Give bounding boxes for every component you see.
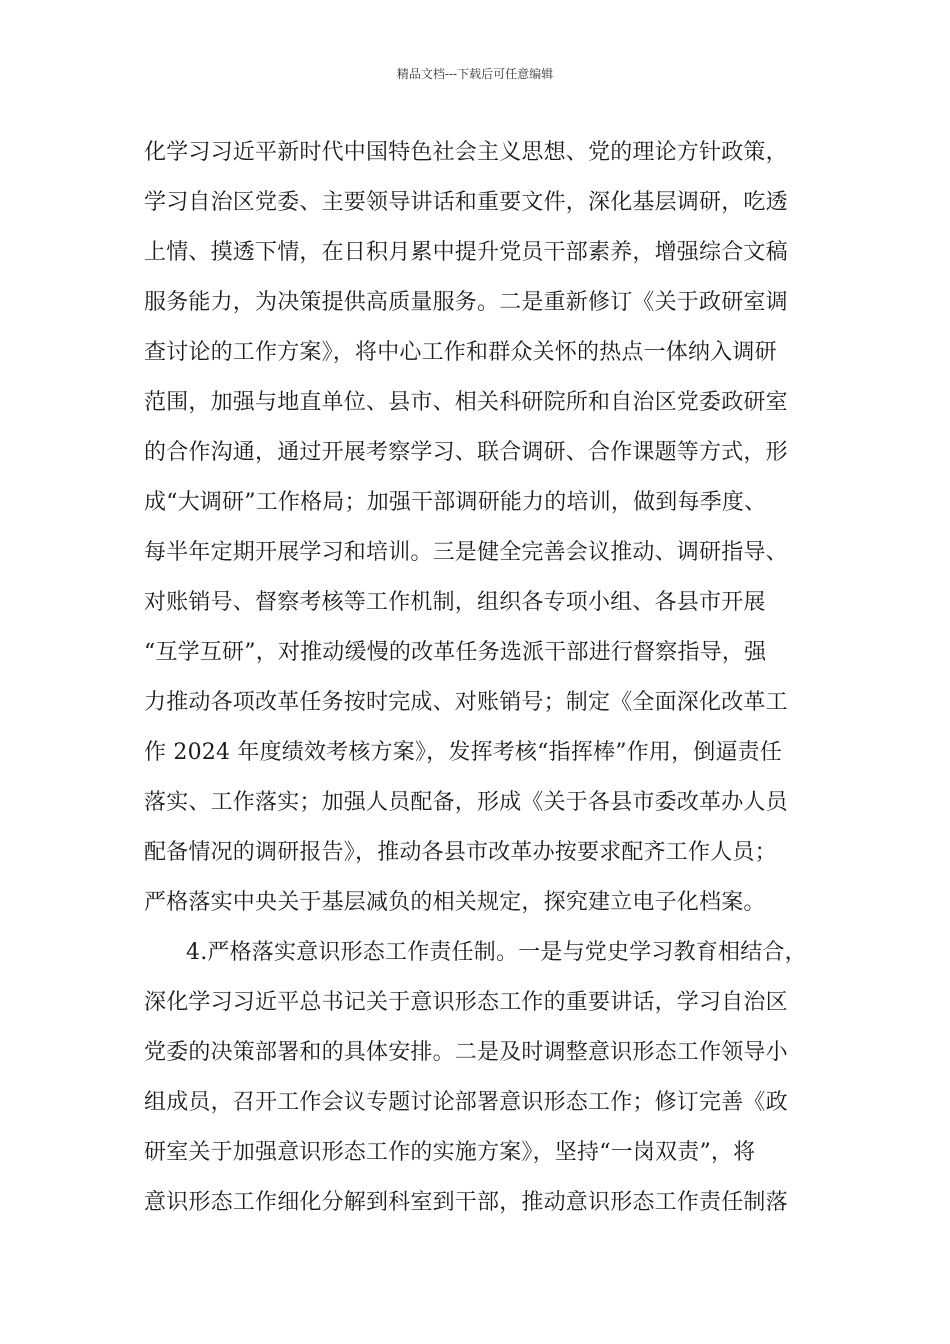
page-header: 精品文档---下载后可任意编辑 [396,67,554,81]
paragraph-1-line-5: 查讨论的工作方案》，将中心工作和群众关怀的热点一体纳入调研 [144,340,777,365]
paragraph-2-line-1: 4.严格落实意识形态工作责任制。一是与党史学习教育相结合， [186,940,807,965]
paragraph-2-line-4: 组成员，召开工作会议专题讨论部署意识形态工作；修订完善《政 [144,1090,788,1115]
paragraph-1-line-8: 成“大调研”工作格局；加强干部调研能力的培训，做到每季度、 [144,490,767,515]
paragraph-1-line-4: 服务能力，为决策提供高质量服务。二是重新修订《关于政研室调 [144,290,788,315]
paragraph-2-line-3: 党委的决策部署和的具体安排。二是及时调整意识形态工作领导小 [144,1040,788,1065]
paragraph-1-line-6: 范围，加强与地直单位、县市、相关科研院所和自治区党委政研室 [144,390,788,415]
paragraph-1-line-11: “互学互研”，对推动缓慢的改革任务选派干部进行督察指导，强 [144,640,767,665]
paragraph-1-line-3: 上情、摸透下情，在日积月累中提升党员干部素养，增强综合文稿 [144,240,788,265]
paragraph-1-line-9: 每半年定期开展学习和培训。三是健全完善会议推动、调研指导、 [144,540,788,565]
paragraph-2-line-2: 深化学习习近平总书记关于意识形态工作的重要讲话，学习自治区 [144,990,788,1015]
paragraph-1-line-2: 学习自治区党委、主要领导讲话和重要文件，深化基层调研，吃透 [144,190,788,215]
paragraph-1-line-14: 落实、工作落实；加强人员配备，形成《关于各县市委改革办人员 [144,790,788,815]
paragraph-2-line-5: 研室关于加强意识形态工作的实施方案》，坚持“一岗双责”，将 [144,1140,756,1165]
paragraph-1-line-7: 的合作沟通，通过开展考察学习、联合调研、合作课题等方式，形 [144,440,788,465]
paragraph-1-line-16: 严格落实中央关于基层减负的相关规定，探究建立电子化档案。 [144,890,766,915]
paragraph-1-line-12: 力推动各项改革任务按时完成、对账销号；制定《全面深化改革工 [144,690,788,715]
paragraph-1-line-1: 化学习习近平新时代中国特色社会主义思想、党的理论方针政策， [144,140,788,165]
paragraph-1-line-10: 对账销号、督察考核等工作机制，组织各专项小组、各县市开展 [144,590,766,615]
paragraph-1-line-15: 配备情况的调研报告》，推动各县市改革办按要求配齐工作人员； [144,840,777,865]
paragraph-2-line-6: 意识形态工作细化分解到科室到干部，推动意识形态工作责任制落 [144,1190,788,1215]
paragraph-1-line-13: 作 2024 年度绩效考核方案》，发挥考核“指挥棒”作用，倒逼责任 [144,740,783,765]
